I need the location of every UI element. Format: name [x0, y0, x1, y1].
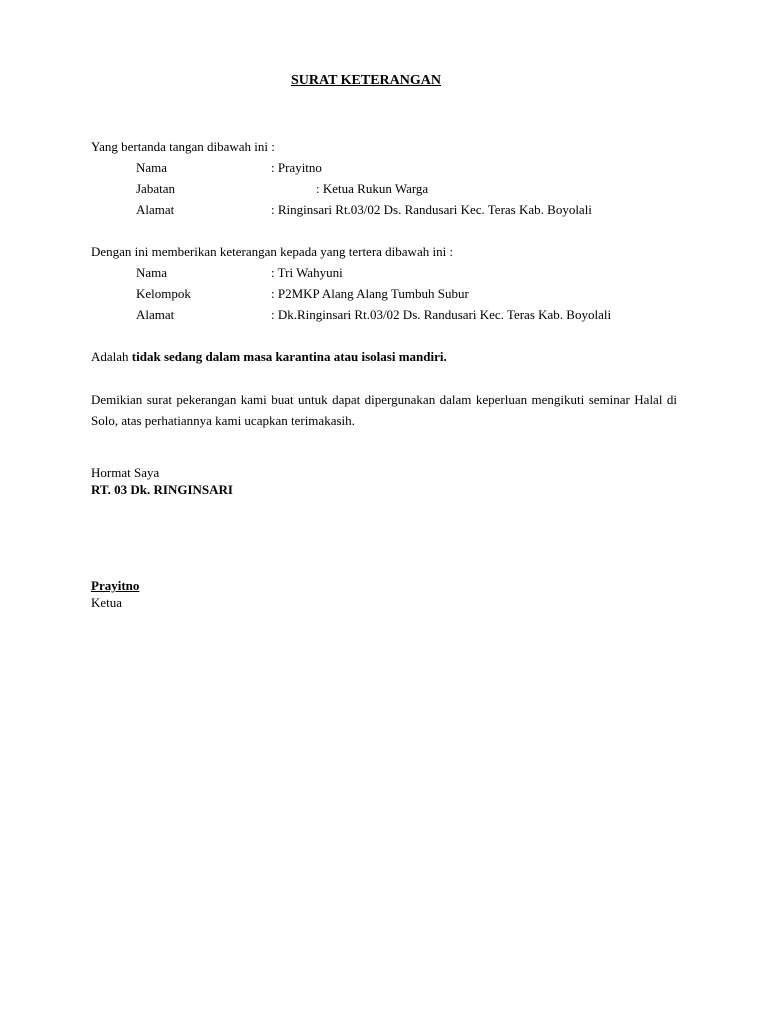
- signer-nama-value: : Prayitno: [271, 160, 322, 175]
- signature-greeting: Hormat Saya: [91, 465, 160, 480]
- statement-prefix: Adalah: [91, 349, 132, 364]
- subject-kelompok-value: : P2MKP Alang Alang Tumbuh Subur: [271, 286, 469, 301]
- signature-role: Ketua: [91, 595, 123, 610]
- subject-intro: Dengan ini memberikan keterangan kepada yang tertera dibawah ini :: [91, 244, 454, 259]
- signer-alamat-value: : Ringinsari Rt.03/02 Ds. Randusari Kec. Teras Kab. Boyolali: [271, 202, 592, 217]
- signature-name: Prayitno: [91, 578, 140, 593]
- statement-bold: tidak sedang dalam masa karantina atau isolasi mandiri.: [131, 349, 447, 364]
- subject-nama-value: : Tri Wahyuni: [271, 265, 343, 280]
- signature-org: RT. 03 Dk. RINGINSARI: [91, 482, 233, 497]
- subject-nama-label: Nama: [136, 265, 168, 280]
- letter-title: SURAT KETERANGAN: [290, 73, 441, 88]
- signer-jabatan-value: : Ketua Rukun Warga: [316, 181, 429, 196]
- subject-kelompok-label: Kelompok: [136, 286, 191, 301]
- subject-alamat-value: : Dk.Ringinsari Rt.03/02 Ds. Randusari Kec. Teras Kab. Boyolali: [271, 307, 612, 322]
- signer-jabatan-label: Jabatan: [136, 181, 175, 196]
- signer-intro: Yang bertanda tangan dibawah ini :: [91, 139, 275, 154]
- subject-alamat-label: Alamat: [136, 307, 175, 322]
- signer-alamat-label: Alamat: [136, 202, 175, 217]
- closing-paragraph: Demikian surat pekerangan kami buat untuk dapat dipergunakan dalam keperluan mengikuti seminar Halal di Solo, atas perhatiannya kami ucapkan terimakasih.: [91, 392, 677, 428]
- statement-line: [91, 349, 447, 365]
- signer-nama-label: Nama: [136, 160, 168, 175]
